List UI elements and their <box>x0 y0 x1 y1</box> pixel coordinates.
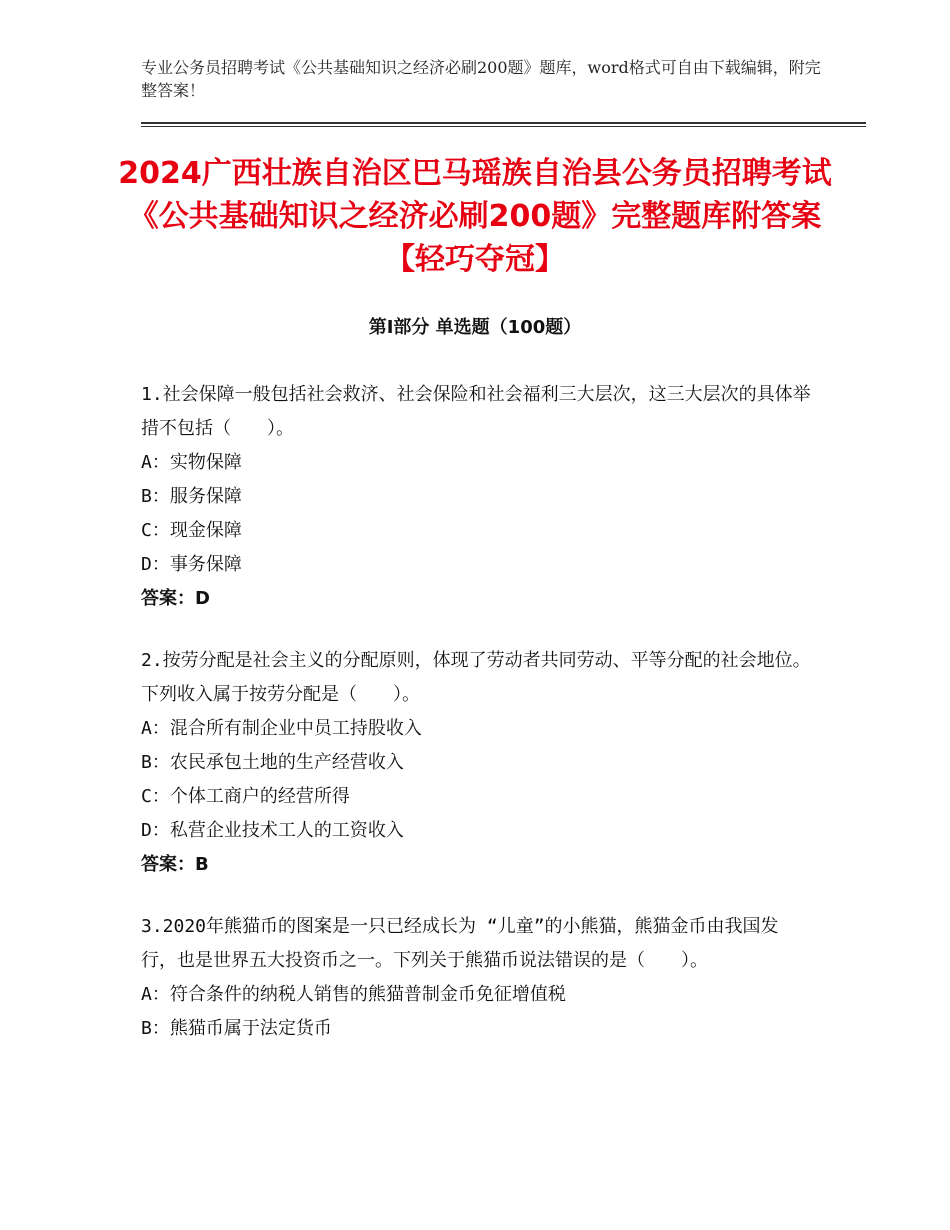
question-1 <box>141 378 811 616</box>
option-b: B：农民承包土地的生产经营收入 <box>141 752 404 773</box>
question-stem: 1.社会保障一般包括社会救济、社会保险和社会福利三大层次，这三大层次的具体举措不包括（ ）。 <box>141 384 811 439</box>
question-stem: 3.2020年熊猫币的图案是一只已经成长为 “儿童”的小熊猫，熊猫金币由我国发行，也是世界五大投资币之一。下列关于熊猫币说法错误的是（ ）。 <box>141 916 779 971</box>
question-list <box>141 378 811 1074</box>
section-title: 第I部分 单选题（100题） <box>368 317 582 338</box>
question-2 <box>141 644 811 882</box>
option-b: B：熊猫币属于法定货币 <box>141 1018 332 1039</box>
option-c: C：现金保障 <box>141 520 242 541</box>
option-b: B：服务保障 <box>141 486 242 507</box>
option-c: C：个体工商户的经营所得 <box>141 786 350 807</box>
option-d: D：私营企业技术工人的工资收入 <box>141 820 404 841</box>
option-a: A：混合所有制企业中员工持股收入 <box>141 718 422 739</box>
document-title: 2024广西壮族自治区巴马瑶族自治县公务员招聘考试《公共基础知识之经济必刷200题》完整题库附答案【轻巧夺冠】 <box>118 156 832 277</box>
header-divider-thick <box>141 122 866 124</box>
option-a: A：符合条件的纳税人销售的熊猫普制金币免征增值税 <box>141 984 566 1005</box>
header-note: 专业公务员招聘考试《公共基础知识之经济必刷200题》题库，word格式可自由下载编辑，附完整答案！ <box>141 58 821 100</box>
option-d: D：事务保障 <box>141 554 242 575</box>
answer: 答案：D <box>141 588 210 609</box>
header-divider-thin <box>141 126 866 127</box>
option-a: A：实物保障 <box>141 452 242 473</box>
question-stem: 2.按劳分配是社会主义的分配原则，体现了劳动者共同劳动、平等分配的社会地位。下列收入属于按劳分配是（ ）。 <box>141 650 811 705</box>
question-3 <box>141 910 811 1046</box>
answer: 答案：B <box>141 854 209 875</box>
